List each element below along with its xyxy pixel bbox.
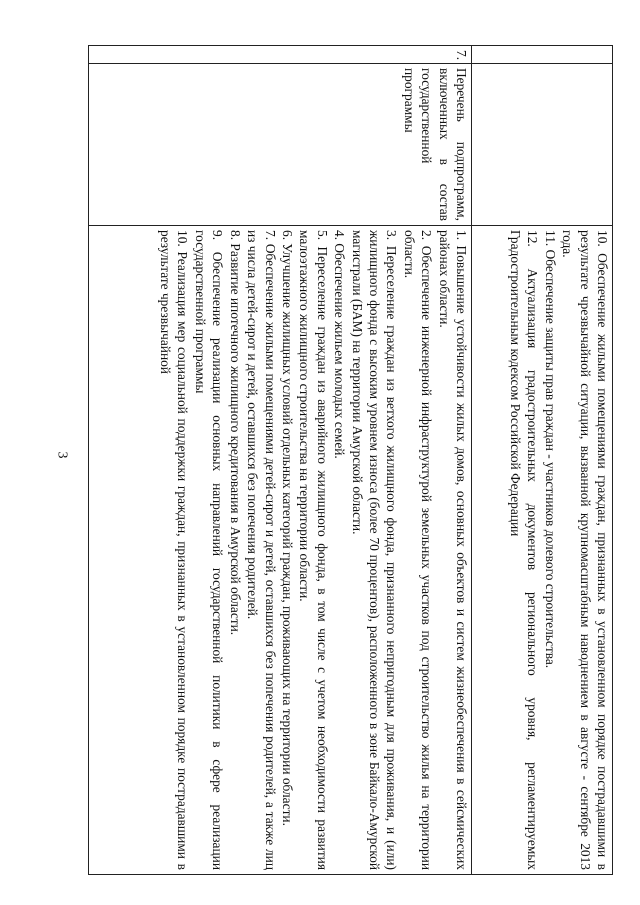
row-number-cell: 7.	[89, 46, 472, 64]
row-label-cell: Перечень подпрограмм, включенных в состав государственной программы	[89, 64, 472, 226]
page-number: 3	[54, 451, 70, 459]
row-label-cell	[472, 64, 613, 226]
list-item: 10. Обеспечение жилыми помещениями граждан, признанных в установленном порядке пострадавшими в результате чрезвычайной ситуации, вызванной крупномасштабным наводнением в августе - сентябре 2013 года.	[560, 230, 610, 870]
row-content-cell	[89, 226, 472, 875]
list-item: 9. Обеспечение реализации основных направлений государственной политики в сфере реализации государственной программы	[192, 230, 226, 870]
list-item: 5. Переселение граждан из аварийного жилищного фонда, в том числе с учетом необходимости развития малоэтажного жилищного строительства на территории области.	[297, 230, 330, 870]
list-item: 7. Обеспечение жилыми помещениями детей-сирот и детей, оставшихся без попечения родителей, а также лиц из числа детей-сирот и детей, оставшихся без попечения родителей.	[245, 230, 278, 870]
program-table	[88, 45, 613, 875]
table-row	[89, 46, 472, 875]
list-item: 11. Обеспечение защиты прав граждан - участников долевого строительства.	[542, 230, 558, 669]
list-item: 3. Переселение граждан из ветхого жилищного фонда, признанного непригодным для проживания, и (или) жилищного фонда с высоким уровнем износа (более 70 процентов), расположенного в зоне Байкало-Амурской магистрали (БАМ) на территории Амурской области.	[349, 230, 400, 870]
list-item: 10. Реализация мер социальной поддержки граждан, признанных в установленном порядке пострадавшими в результате чрезвычайной	[158, 230, 191, 870]
list-item: 4. Обеспечение жильем молодых семей.	[332, 230, 348, 459]
row-content-cell	[472, 226, 613, 875]
list-item: 2. Обеспечение инженерной инфраструктурой земельных участков под строительство жилья на территории области.	[401, 230, 435, 870]
list-item: 12. Актуализация градостроительных документов регионального уровня, регламентируемых Градостроительным кодексом Российской Федерации	[507, 230, 541, 870]
table-row	[472, 46, 613, 875]
row-number-cell	[472, 46, 613, 64]
list-item: 1. Повышение устойчивости жилых домов, основных объектов и систем жизнеобеспечения в сейсмических районах области.	[436, 230, 469, 870]
list-item: 6. Улучшение жилищных условий отдельных категорий граждан, проживающих на территории области.	[279, 230, 295, 826]
list-item: 8. Развитие ипотечного жилищного кредитования в Амурской области.	[227, 230, 243, 636]
rotated-page-content	[93, 45, 613, 875]
